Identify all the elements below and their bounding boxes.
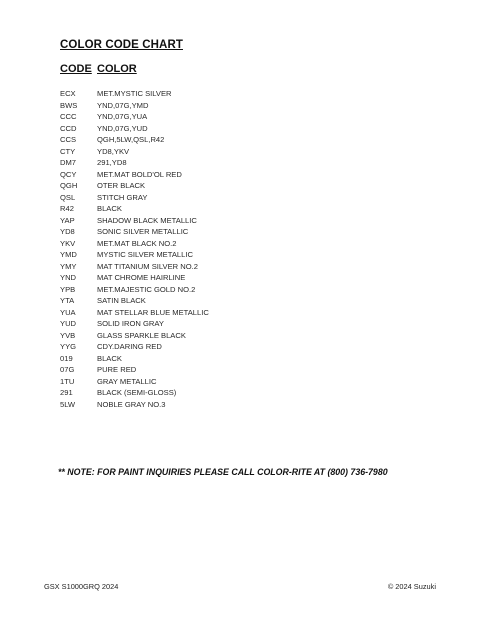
color-name-cell: QGH,5LW,QSL,R42 [97, 135, 165, 145]
color-name-cell: NOBLE GRAY NO.3 [97, 399, 166, 409]
color-code-cell: CCD [60, 123, 77, 133]
code-column-header: CODE [60, 63, 92, 75]
color-code-cell: YMD [60, 250, 77, 260]
color-code-cell: YTA [60, 296, 75, 306]
table-row [60, 192, 320, 204]
color-code-cell: 291 [60, 388, 73, 398]
color-name-cell: MAT TITANIUM SILVER NO.2 [97, 261, 198, 271]
table-row [60, 341, 320, 353]
table-row [60, 376, 320, 388]
color-name-cell: YND,07G,YMD [97, 100, 149, 110]
color-name-cell: MET.MAJESTIC GOLD NO.2 [97, 284, 196, 294]
color-name-cell: BLACK (SEMI-GLOSS) [97, 388, 177, 398]
color-name-cell: YD8,YKV [97, 146, 130, 156]
color-code-cell: YUA [60, 307, 76, 317]
color-name-cell: MET.MAT BLACK NO.2 [97, 238, 177, 248]
table-row [60, 261, 320, 273]
color-name-cell: YND,07G,YUA [97, 112, 148, 122]
color-code-cell: YVB [60, 330, 76, 340]
color-name-cell: MET.MAT BOLD'OL RED [97, 169, 182, 179]
table-row [60, 100, 320, 112]
color-code-cell: QGH [60, 181, 78, 191]
table-row [60, 180, 320, 192]
color-name-cell: STITCH GRAY [97, 192, 148, 202]
color-name-cell: 291,YD8 [97, 158, 127, 168]
color-name-cell: SOLID IRON GRAY [97, 319, 164, 329]
table-row [60, 134, 320, 146]
color-column-header: COLOR [97, 63, 137, 75]
color-code-cell: YPB [60, 284, 76, 294]
color-name-cell: BLACK [97, 353, 122, 363]
paint-inquiry-note: ** NOTE: FOR PAINT INQUIRIES PLEASE CALL COLOR-RITE AT (800) 736-7980 [58, 467, 388, 477]
color-code-cell: YND [60, 273, 77, 283]
table-row [60, 399, 320, 411]
page-title: COLOR CODE CHART [60, 39, 183, 51]
color-name-cell: SHADOW BLACK METALLIC [97, 215, 197, 225]
color-name-cell: CDY.DARING RED [97, 342, 162, 352]
color-code-cell: 07G [60, 365, 75, 375]
color-code-cell: CCS [60, 135, 77, 145]
table-row [60, 88, 320, 100]
color-code-cell: YMY [60, 261, 77, 271]
footer-copyright: © 2024 Suzuki [387, 582, 436, 591]
table-row [60, 307, 320, 319]
color-name-cell: OTER BLACK [97, 181, 146, 191]
color-name-cell: PURE RED [97, 365, 137, 375]
table-row [60, 123, 320, 135]
footer-model-label: GSX S1000GRQ 2024 [44, 582, 119, 591]
table-row [60, 226, 320, 238]
table-row [60, 146, 320, 158]
color-name-cell: BLACK [97, 204, 122, 214]
color-code-cell: YD8 [60, 227, 75, 237]
color-code-cell: DM7 [60, 158, 77, 168]
color-name-cell: MET.MYSTIC SILVER [97, 89, 172, 98]
color-code-cell: ECX [60, 89, 76, 98]
table-row [60, 353, 320, 365]
table-row [60, 203, 320, 215]
color-name-cell: SATIN BLACK [97, 296, 146, 306]
table-row [60, 111, 320, 123]
color-name-cell: MAT STELLAR BLUE METALLIC [97, 307, 209, 317]
table-row [60, 364, 320, 376]
color-code-cell: YUD [60, 319, 77, 329]
table-row [60, 284, 320, 296]
color-name-cell: GRAY METALLIC [97, 376, 157, 386]
table-row [60, 330, 320, 342]
table-row [60, 387, 320, 399]
table-row [60, 157, 320, 169]
table-row [60, 318, 320, 330]
color-code-cell: CCC [60, 112, 77, 122]
color-code-cell: QSL [60, 192, 76, 202]
color-code-cell: YYG [60, 342, 77, 352]
color-name-cell: MYSTIC SILVER METALLIC [97, 250, 193, 260]
color-code-cell: QCY [60, 169, 77, 179]
color-code-cell: 019 [60, 353, 73, 363]
color-name-cell: YND,07G,YUD [97, 123, 148, 133]
color-name-cell: MAT CHROME HAIRLINE [97, 273, 186, 283]
color-code-cell: R42 [60, 204, 74, 214]
color-code-cell: 5LW [60, 399, 76, 409]
color-code-cell: BWS [60, 100, 78, 110]
color-code-cell: YKV [60, 238, 76, 248]
color-name-cell: GLASS SPARKLE BLACK [97, 330, 186, 340]
color-code-cell: 1TU [60, 376, 75, 386]
color-code-cell: YAP [60, 215, 75, 225]
table-row [60, 249, 320, 261]
color-code-table [60, 88, 320, 410]
table-row [60, 272, 320, 284]
color-code-cell: CTY [60, 146, 76, 156]
table-row [60, 215, 320, 227]
table-row [60, 238, 320, 250]
color-name-cell: SONIC SILVER METALLIC [97, 227, 189, 237]
table-row [60, 169, 320, 181]
table-row [60, 295, 320, 307]
